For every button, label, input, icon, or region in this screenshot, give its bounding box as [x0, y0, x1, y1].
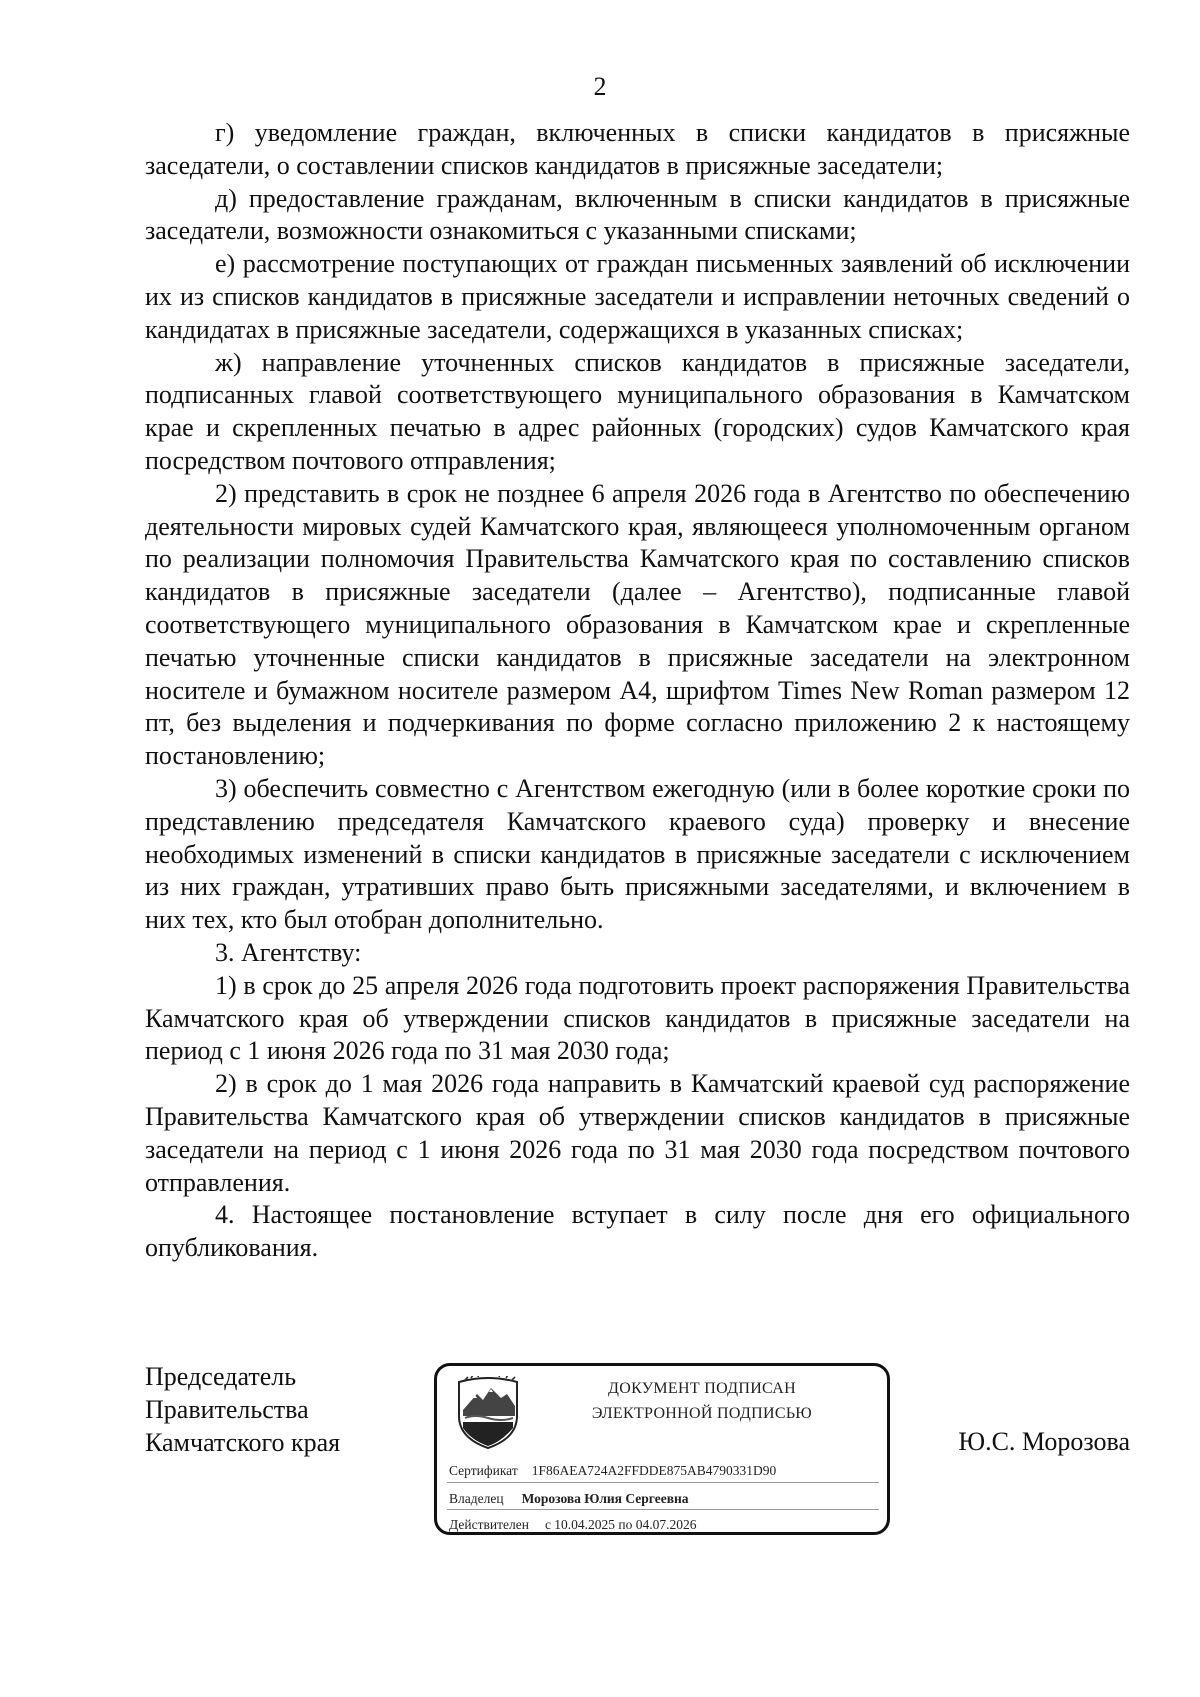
- signer-name: Ю.С. Морозова: [958, 1427, 1130, 1456]
- paragraph: г) уведомление граждан, включенных в списки кандидатов в присяжные заседатели, о составлении списков кандидатов в присяжные заседатели;: [145, 118, 1130, 180]
- kamchatka-emblem-icon: [451, 1376, 525, 1452]
- stamp-heading-line: ЭЛЕКТРОННОЙ ПОДПИСЬЮ: [591, 1405, 813, 1422]
- stamp-validity-row: [449, 1516, 697, 1534]
- paragraph: д) предоставление гражданам, включенным в списки кандидатов в присяжные заседатели, возможности ознакомиться с указанными списками;: [145, 183, 1130, 246]
- stamp-heading: [537, 1376, 867, 1426]
- stamp-owner-row: [449, 1490, 689, 1508]
- stamp-divider: [447, 1482, 879, 1483]
- paragraph: 2) в срок до 1 мая 2026 года направить в Камчатский краевой суд распоряжение Правительства Камчатского края об утверждении списков кандидатов в присяжные заседатели на период с 1 июня 2026 года по 31 мая 2030 года посредством почтового отправления.: [145, 1069, 1130, 1197]
- signer-title-line: Председатель: [145, 1362, 297, 1391]
- stamp-divider: [447, 1509, 879, 1510]
- certificate-value: 1F86AEA724A2FFDDE875AB4790331D90: [531, 1463, 777, 1478]
- signer-title-line: Правительства: [145, 1395, 309, 1424]
- owner-label: Владелец: [449, 1491, 504, 1506]
- validity-value: с 10.04.2025 по 04.07.2026: [544, 1517, 697, 1532]
- signer-title: [145, 1360, 340, 1459]
- page-number: 2: [593, 72, 607, 101]
- signer-title-line: Камчатского края: [145, 1428, 341, 1457]
- stamp-heading-line: ДОКУМЕНТ ПОДПИСАН: [608, 1380, 796, 1397]
- paragraph: 1) в срок до 25 апреля 2026 года подготовить проект распоряжения Правительства Камчатского края об утверждении списков кандидатов в присяжные заседатели на период с 1 июня 2026 года по 31 мая 2030 года;: [145, 970, 1130, 1066]
- paragraph: 3. Агентству:: [215, 937, 362, 967]
- owner-value: Морозова Юлия Сергеевна: [521, 1491, 689, 1506]
- paragraph: ж) направление уточненных списков кандидатов в присяжные заседатели, подписанных главой соответствующего муниципального образования в Камчатском крае и скрепленных печатью в адрес районных (городских) судов Камчатского края посредством почтового отправления;: [145, 347, 1130, 475]
- certificate-label: Сертификат: [449, 1463, 518, 1478]
- paragraph: 4. Настоящее постановление вступает в силу после дня его официального опубликования.: [145, 1200, 1130, 1263]
- stamp-certificate-row: [449, 1462, 776, 1480]
- paragraph: е) рассмотрение поступающих от граждан письменных заявлений об исключении их из списков кандидатов в присяжные заседатели и исправлении неточных сведений о кандидатах в присяжные заседатели, содержащихся в указанных списках;: [145, 249, 1130, 344]
- electronic-signature-stamp: [434, 1363, 890, 1535]
- validity-label: Действителен: [449, 1517, 529, 1532]
- paragraph: 3) обеспечить совместно с Агентством ежегодную (или в более короткие сроки по представлению председателя Камчатского краевого суда) проверку и внесение необходимых изменений в списки кандидатов в присяжные заседатели с исключением из них граждан, утративших право быть присяжными заседателями, и включением в них тех, кто был отобран дополнительно.: [145, 773, 1130, 935]
- paragraph: 2) представить в срок не позднее 6 апреля 2026 года в Агентство по обеспечению деятельности мировых судей Камчатского края, являющееся уполномоченным органом по реализации полномочия Правительства Камчатского края по составлению списков кандидатов в присяжные заседатели (далее – Агентство), подписанные главой соответствующего муниципального образования в Камчатском крае и скрепленные печатью уточненные списки кандидатов в присяжные заседатели на электронном носителе и бумажном носителе размером А4, шрифтом Times New Roman размером 12 пт, без выделения и подчеркивания по форме согласно приложению 2 к настоящему постановлению;: [145, 478, 1130, 771]
